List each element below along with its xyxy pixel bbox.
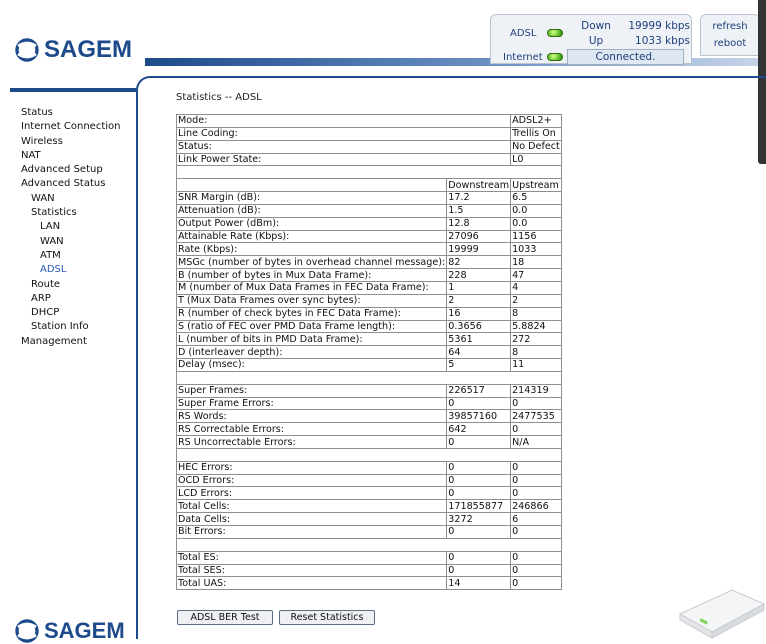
table-row — [177, 230, 562, 243]
stat-label: RS Words: — [177, 410, 447, 423]
upstream-value: 0 — [511, 423, 562, 436]
downstream-value: 1.5 — [447, 204, 511, 217]
table-row — [177, 384, 562, 397]
sidebar-item-wan[interactable]: WAN — [40, 235, 64, 247]
table-spacer-row — [177, 448, 562, 461]
downstream-value: 0 — [447, 461, 511, 474]
stat-label: RS Uncorrectable Errors: — [177, 436, 447, 449]
sidebar-item-advanced-setup[interactable]: Advanced Setup — [21, 164, 103, 176]
table-row — [177, 564, 562, 577]
stat-label: Rate (Kbps): — [177, 243, 447, 256]
table-row — [177, 294, 562, 307]
upstream-value: 272 — [511, 333, 562, 346]
rate-readout — [578, 19, 690, 49]
stat-label: Status: — [177, 140, 511, 153]
upstream-value: 18 — [511, 256, 562, 269]
table-row — [177, 204, 562, 217]
table-header-row — [177, 179, 562, 192]
internet-led-icon — [547, 53, 563, 61]
stat-label: MSGc (number of bytes in overhead channel message): — [178, 256, 446, 268]
table-row — [177, 461, 562, 474]
upstream-value: N/A — [511, 436, 562, 449]
table-row — [177, 487, 562, 500]
spacer-cell — [177, 448, 562, 461]
adsl-statistics-table — [176, 114, 562, 590]
downstream-value: 5361 — [447, 333, 511, 346]
sagem-logo-icon — [14, 37, 40, 63]
table-row — [177, 140, 562, 153]
stat-label: Total SES: — [177, 564, 447, 577]
downstream-value: 27096 — [447, 230, 511, 243]
reset-statistics-button[interactable]: Reset Statistics — [279, 610, 375, 625]
downstream-value: 16 — [447, 307, 511, 320]
stat-label: Attenuation (dB): — [177, 204, 447, 217]
stat-label: B (number of bytes in Mux Data Frame): — [177, 269, 447, 282]
brand-name: SAGEM — [44, 36, 133, 63]
stat-label: L (number of bits in PMD Data Frame): — [177, 333, 447, 346]
table-row — [177, 551, 562, 564]
table-row — [177, 423, 562, 436]
stat-label: Total UAS: — [177, 577, 447, 590]
stat-label: Bit Errors: — [177, 526, 447, 539]
table-row — [177, 320, 562, 333]
upstream-value: 6 — [511, 513, 562, 526]
refresh-link[interactable]: refresh — [712, 21, 748, 32]
upstream-value: 8 — [511, 307, 562, 320]
sidebar-item-statistics[interactable]: Statistics — [31, 207, 77, 219]
page-title: Statistics -- ADSL — [176, 92, 262, 103]
downstream-value: 5 — [447, 359, 511, 372]
downstream-value: 19999 — [447, 243, 511, 256]
stat-label: R (number of check bytes in FEC Data Frame): — [177, 307, 447, 320]
upstream-value: 0.0 — [511, 217, 562, 230]
stat-label: Total Cells: — [177, 500, 447, 513]
upstream-value: 0 — [511, 577, 562, 590]
table-row — [177, 243, 562, 256]
sidebar-item-internet-connection[interactable]: Internet Connection — [21, 121, 121, 133]
table-row — [177, 410, 562, 423]
sidebar-divider — [10, 88, 136, 92]
upstream-value: 0 — [511, 397, 562, 410]
downstream-value: 0 — [447, 397, 511, 410]
stat-label: Link Power State: — [177, 153, 511, 166]
up-label: Up — [588, 35, 604, 47]
table-row — [177, 269, 562, 282]
downstream-value: 39857160 — [447, 410, 511, 423]
upstream-value: 5.8824 — [511, 320, 562, 333]
table-row — [177, 346, 562, 359]
sidebar-item-atm[interactable]: ATM — [40, 249, 61, 261]
sidebar-item-status[interactable]: Status — [21, 107, 53, 118]
table-row — [177, 281, 562, 294]
internet-label: Internet — [503, 52, 543, 63]
table-row — [177, 217, 562, 230]
spacer-cell — [177, 371, 562, 384]
upstream-value: 246866 — [511, 500, 562, 513]
sidebar-item-lan[interactable]: LAN — [40, 221, 61, 233]
table-spacer-row — [177, 371, 562, 384]
sidebar-item-nat[interactable]: NAT — [21, 149, 41, 161]
upstream-value: 0 — [511, 474, 562, 487]
sidebar-item-dhcp[interactable]: DHCP — [31, 307, 60, 319]
downstream-value: 0 — [447, 487, 511, 500]
down-value: 19999 kbps — [628, 20, 690, 32]
stat-label: OCD Errors: — [177, 474, 447, 487]
sagem-logo-icon — [14, 618, 40, 644]
sagem-logo-footer — [14, 618, 125, 644]
stat-label: Line Coding: — [177, 127, 511, 140]
downstream-value: 642 — [447, 423, 511, 436]
table-row — [177, 500, 562, 513]
stat-label: Total ES: — [177, 551, 447, 564]
upstream-value: 0 — [511, 564, 562, 577]
upstream-value: 0.0 — [511, 204, 562, 217]
downstream-header: Downstream — [448, 179, 510, 191]
router-device-icon — [672, 582, 766, 639]
upstream-value: 2477535 — [511, 410, 562, 423]
stat-label: S (ratio of FEC over PMD Data Frame length): — [177, 320, 447, 333]
sidebar-item-adsl[interactable]: ADSL — [40, 264, 67, 276]
stat-label: LCD Errors: — [177, 487, 447, 500]
table-spacer-row — [177, 538, 562, 551]
table-row — [177, 333, 562, 346]
table-row — [177, 359, 562, 372]
upstream-value: 214319 — [511, 384, 562, 397]
table-row — [177, 307, 562, 320]
sidebar-item-arp[interactable]: ARP — [31, 292, 51, 304]
sidebar-item-station-info[interactable]: Station Info — [31, 321, 89, 333]
downstream-value: 0 — [447, 551, 511, 564]
downstream-value: 171855877 — [447, 500, 511, 513]
stat-label: Delay (msec): — [177, 359, 447, 372]
up-value: 1033 kbps — [635, 35, 690, 47]
downstream-value: 12.8 — [447, 217, 511, 230]
upstream-value: 4 — [511, 281, 562, 294]
stat-label: RS Correctable Errors: — [177, 423, 447, 436]
stat-value: L0 — [511, 153, 562, 166]
table-row — [177, 397, 562, 410]
downstream-value: 82 — [447, 256, 511, 269]
spacer-cell — [177, 166, 562, 179]
table-row — [177, 127, 562, 140]
stat-label: T (Mux Data Frames over sync bytes): — [177, 294, 447, 307]
adsl-led-icon — [547, 29, 563, 37]
downstream-value: 17.2 — [447, 192, 511, 205]
stat-label: M (number of Mux Data Frames in FEC Data Frame): — [177, 281, 447, 294]
table-row — [177, 513, 562, 526]
downstream-value: 0 — [447, 564, 511, 577]
upstream-value: 0 — [511, 551, 562, 564]
sidebar-item-advanced-status[interactable]: Advanced Status — [21, 178, 106, 190]
spacer-cell — [177, 538, 562, 551]
stat-value: Trellis On — [511, 127, 562, 140]
stat-value: ADSL2+ — [511, 115, 562, 128]
sagem-logo — [14, 36, 132, 64]
upstream-value: 2 — [511, 294, 562, 307]
upstream-value: 1156 — [511, 230, 562, 243]
upstream-value: 0 — [511, 526, 562, 539]
table-row — [177, 256, 562, 269]
stat-label: Mode: — [177, 115, 511, 128]
upstream-header: Upstream — [511, 179, 562, 192]
upstream-value: 11 — [511, 359, 562, 372]
adsl-ber-test-button[interactable]: ADSL BER Test — [177, 610, 273, 625]
downstream-value: 14 — [447, 577, 511, 590]
sidebar-item-management[interactable]: Management — [21, 335, 87, 347]
downstream-value: 0 — [447, 526, 511, 539]
table-row — [177, 474, 562, 487]
table-spacer-row — [177, 166, 562, 179]
upstream-value: 47 — [511, 269, 562, 282]
connection-status-text: Connected. — [567, 49, 684, 65]
adsl-label: ADSL — [510, 28, 537, 39]
upstream-value: 6.5 — [511, 192, 562, 205]
downstream-value: 226517 — [447, 384, 511, 397]
table-row — [177, 115, 562, 128]
header-blank — [177, 179, 447, 192]
downstream-value: 0 — [447, 436, 511, 449]
stat-label: Super Frames: — [177, 384, 447, 397]
upstream-value: 1033 — [511, 243, 562, 256]
stat-value: No Defect — [512, 141, 560, 153]
upstream-value: 0 — [511, 461, 562, 474]
brand-name-footer: SAGEM — [44, 618, 125, 643]
stat-label: Data Cells: — [177, 513, 447, 526]
stat-label: D (interleaver depth): — [177, 346, 447, 359]
stat-label: HEC Errors: — [177, 461, 447, 474]
stat-label: Attainable Rate (Kbps): — [177, 230, 447, 243]
table-row — [177, 577, 562, 590]
sidebar-item-route[interactable]: Route — [31, 278, 61, 290]
table-row — [177, 526, 562, 539]
sidebar-item-wireless[interactable]: Wireless — [21, 135, 63, 147]
table-row — [177, 192, 562, 205]
upstream-value: 0 — [511, 487, 562, 500]
downstream-value: 3272 — [447, 513, 511, 526]
stat-label: Super Frame Errors: — [177, 397, 447, 410]
table-row — [177, 153, 562, 166]
downstream-value: 0.3656 — [447, 320, 511, 333]
sidebar-nav — [21, 106, 120, 349]
downstream-value: 2 — [447, 294, 511, 307]
table-row — [177, 436, 562, 449]
downstream-value: 64 — [447, 346, 511, 359]
downstream-value: 1 — [447, 281, 511, 294]
upstream-value: 8 — [511, 346, 562, 359]
reboot-link[interactable]: reboot — [713, 38, 747, 49]
stat-label: SNR Margin (dB): — [177, 192, 447, 205]
sidebar-item-wan[interactable]: WAN — [31, 192, 55, 204]
downstream-value: 228 — [447, 269, 511, 282]
downstream-value: 0 — [447, 474, 511, 487]
down-label: Down — [581, 20, 611, 32]
stat-label: Output Power (dBm): — [177, 217, 447, 230]
